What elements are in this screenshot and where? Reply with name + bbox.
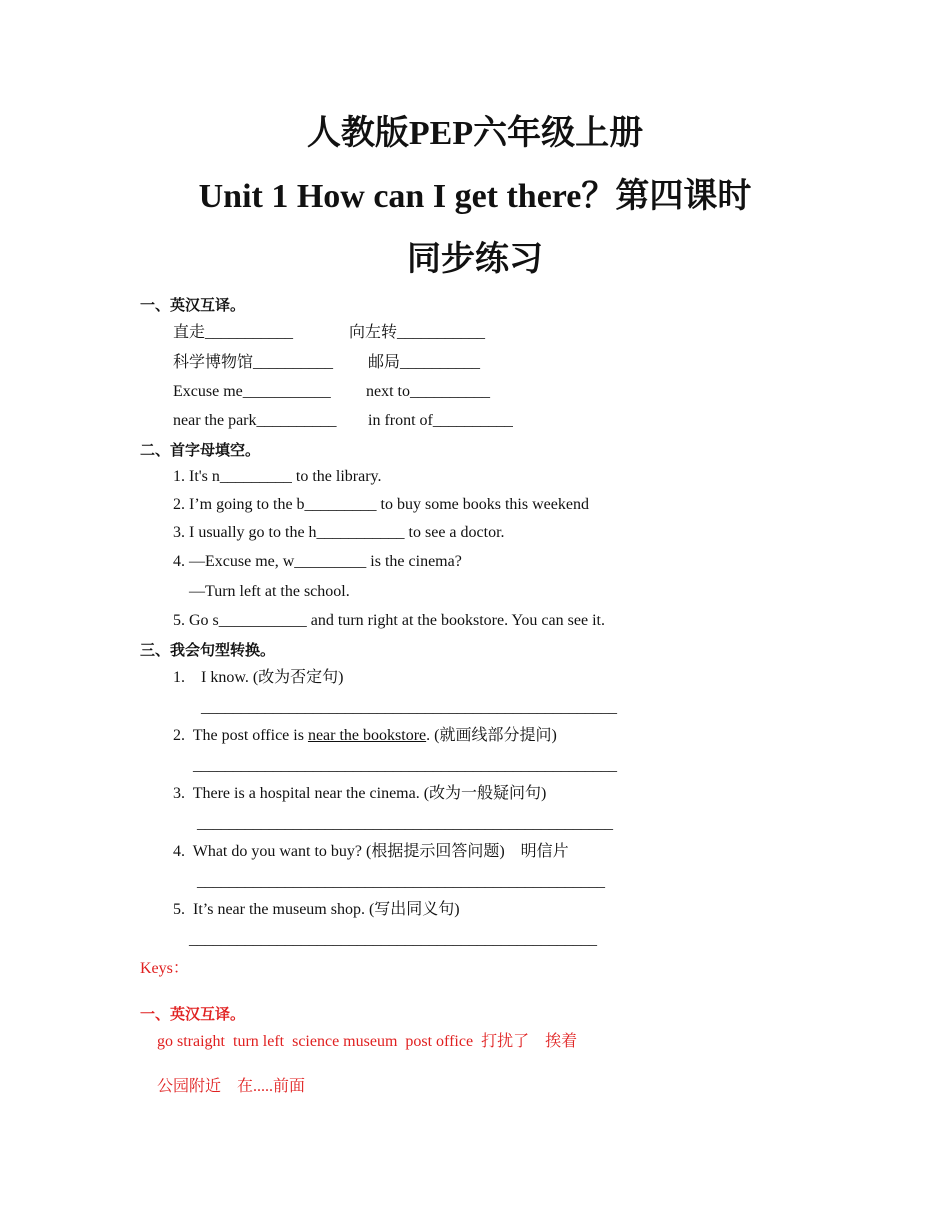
s3-q2-underlined: near the bookstore xyxy=(307,727,427,744)
title-line-1: 人教版PEP六年级上册 xyxy=(306,115,644,152)
s3-q2-prefix: 2. The post office is xyxy=(173,727,308,744)
s2-item-3: 3. I usually go to the h___________ to see a doctor. xyxy=(173,524,505,541)
section-1-heading: 一、英汉互译。 xyxy=(140,296,246,314)
s1-row3-right: next to__________ xyxy=(366,383,490,400)
s3-answer-blank-2: _____________________________________________________ xyxy=(193,757,617,774)
s1-row2-right: 邮局__________ xyxy=(368,354,481,371)
s2-item-2: 2. I’m going to the b_________ to buy some books this weekend xyxy=(173,496,589,513)
s3-question-3: 3. There is a hospital near the cinema. (改为一般疑问句) xyxy=(173,785,547,802)
title-line-3: 同步练习 xyxy=(407,241,543,278)
s1-row4-right: in front of__________ xyxy=(368,412,513,429)
s3-question-5: 5. It’s near the museum shop. (写出同义句) xyxy=(173,901,460,918)
s3-answer-blank-5: ___________________________________________________ xyxy=(189,931,597,948)
s1-row3-left: Excuse me___________ xyxy=(173,383,331,400)
keys-label: Keys： xyxy=(140,960,189,977)
keys-answers-line-2: 公园附近 在.....前面 xyxy=(157,1078,306,1095)
s2-item-5: 5. Go s___________ and turn right at the bookstore. You can see it. xyxy=(173,612,605,629)
s3-answer-blank-3: ____________________________________________________ xyxy=(197,815,613,832)
s1-row1-right: 向左转___________ xyxy=(349,324,486,341)
section-2-heading: 二、首字母填空。 xyxy=(140,441,261,459)
keys-answers-line-1: go straight turn left science museum post office 打扰了 挨着 xyxy=(157,1033,578,1050)
s3-answer-blank-1: ____________________________________________________ xyxy=(201,699,617,716)
s2-item-4: 4. —Excuse me, w_________ is the cinema? xyxy=(173,553,462,570)
section-3-heading: 三、我会句型转换。 xyxy=(140,641,276,659)
s3-answer-blank-4: ___________________________________________________ xyxy=(197,873,605,890)
s1-row1-left: 直走___________ xyxy=(173,324,294,341)
s2-item-1: 1. It's n_________ to the library. xyxy=(173,468,382,485)
s2-item-4-reply: —Turn left at the school. xyxy=(189,583,350,600)
s3-question-4: 4. What do you want to buy? (根据提示回答问题) 明信片 xyxy=(173,843,569,860)
s3-question-2 xyxy=(173,726,557,746)
s1-row4-left: near the park__________ xyxy=(173,412,337,429)
s3-q2-suffix: . (就画线部分提问) xyxy=(426,727,557,744)
keys-section-1-heading: 一、英汉互译。 xyxy=(140,1005,246,1023)
s3-question-1: 1. I know. (改为否定句) xyxy=(173,669,344,686)
s1-row2-left: 科学博物馆__________ xyxy=(173,354,334,371)
title-line-2: Unit 1 How can I get there？第四课时 xyxy=(198,178,752,215)
